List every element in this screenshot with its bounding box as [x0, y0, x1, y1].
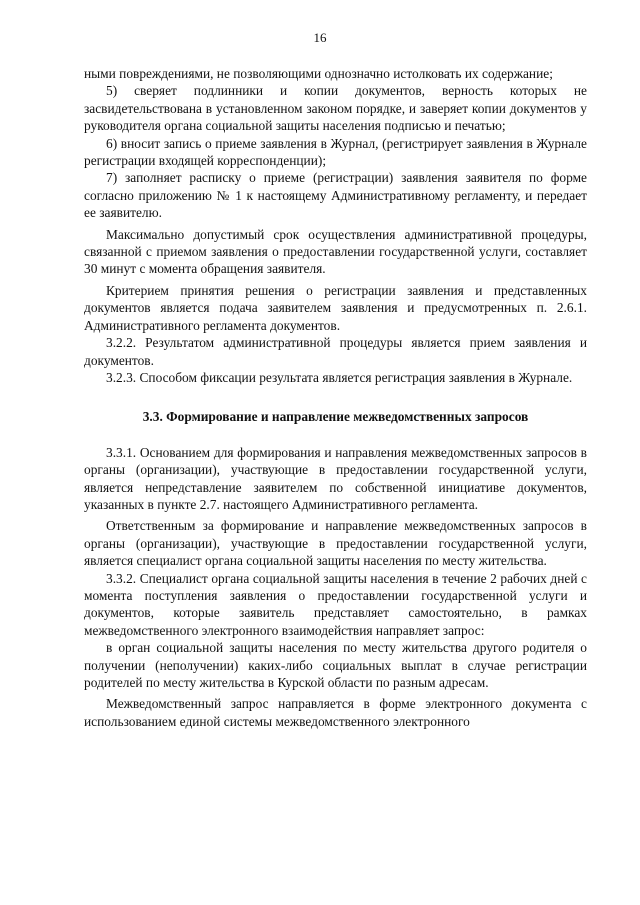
paragraph-3-3-1: 3.3.1. Основанием для формирования и направления межведомственных запросов в органы (организации), участвующие в предоставлении государственной услуги, является непредставление заявителем по собственной инициативе документов, указанных в пункте 2.7. настоящего Административного регламента. — [84, 444, 587, 512]
paragraph-item-7: 7) заполняет расписку о приеме (регистрации) заявления заявителя по форме согласно приложению № 1 к настоящему Административному регламенту, и передает ее заявителю. — [84, 170, 587, 221]
paragraph-item-5: 5) сверяет подлинники и копии документов, верность которых не засвидетельствована в установленном законом порядке, и заверяет копии документов у руководителя органа социальной защиты населения подписью и печатью; — [84, 83, 587, 134]
paragraph-continuation: ными повреждениями, не позволяющими однозначно истолковать их содержание; — [84, 66, 553, 81]
paragraph-3-2-3: 3.2.3. Способом фиксации результата является регистрация заявления в Журнале. — [106, 369, 573, 385]
paragraph-request-target: в орган социальной защиты населения по месту жительства другого родителя о получении (неполучении) каких-либо социальных выплат в случае регистрации родителей по месту жительства в Курской области по разным адресам. — [84, 640, 587, 690]
paragraph-max-time: Максимально допустимый срок осуществления административной процедуры, связанной с приемом заявления о предоставлении государственной услуги, составляет 30 минут с момента обращения заявителя. — [84, 226, 587, 277]
paragraph-3-2-2: 3.2.2. Результатом административной процедуры является прием заявления и документов. — [84, 335, 587, 368]
document-body — [84, 65, 587, 730]
page-number: 16 — [313, 30, 327, 45]
paragraph-3-3-2: 3.3.2. Специалист органа социальной защиты населения в течение 2 рабочих дней с момента поступления заявления о предоставлении государственной услуги и документов, которые заявитель представляет самостоятельно, в рамках межведомственного электронного взаимодействия направляет запрос: — [84, 570, 587, 638]
section-heading: 3.3. Формирование и направление межведомственных запросов — [142, 409, 529, 425]
paragraph-criterion: Критерием принятия решения о регистрации заявления и представленных документов является подача заявителем заявления и предусмотренных п. 2.6.1. Административного регламента документов. — [84, 282, 587, 333]
paragraph-responsible: Ответственным за формирование и направление межведомственных запросов в органы (организации), участвующие в предоставлении государственной услуги, является специалист органа социальной защиты населения по месту жительства. — [84, 518, 587, 569]
paragraph-item-6: 6) вносит запись о приеме заявления в Журнал, (регистрирует заявления в Журнале регистрации входящей корреспонденции); — [84, 135, 587, 169]
paragraph-request-form: Межведомственный запрос направляется в форме электронного документа с использованием единой системы межведомственного электронного — [84, 696, 587, 729]
